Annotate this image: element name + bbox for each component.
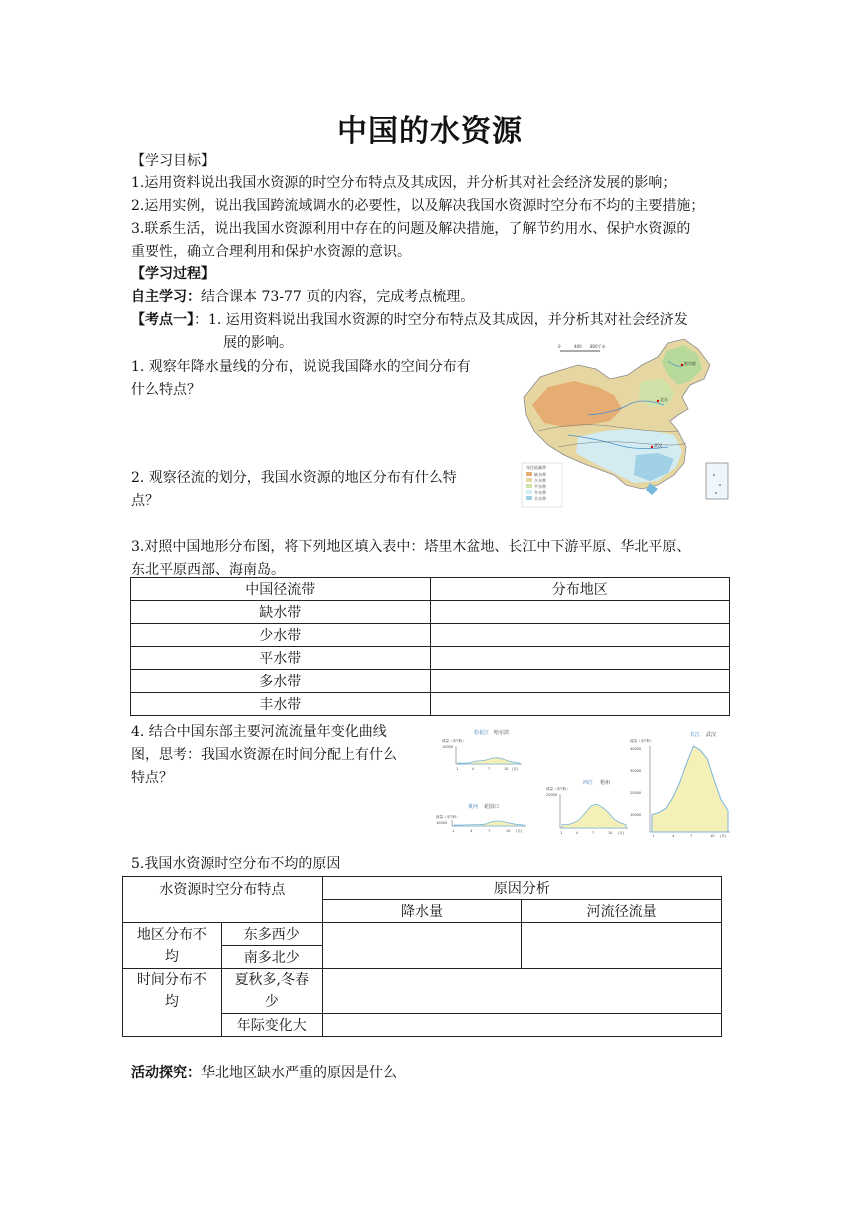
songhua-tick-month: (月) (512, 767, 519, 771)
songhua-station: 哈尔滨 (494, 730, 510, 736)
question-4-cont2: 特点？ (131, 770, 173, 786)
self-study-text: 结合课本 73-77 页的内容，完成考点梳理。 (201, 289, 475, 305)
huanghe-river: 黄河 (468, 804, 479, 810)
huanghe-tick-10: 10 (506, 829, 511, 833)
changjiang-river: 长江 (690, 732, 701, 738)
activity (131, 1062, 731, 1084)
self-study-label: 自主学习： (131, 289, 201, 305)
table2-season-line1: 夏秋多,冬春 (234, 972, 310, 988)
runoff-zone-table (130, 577, 730, 716)
changjiang-tick-1: 1 (652, 834, 655, 838)
songhua-tick-7: 7 (488, 767, 491, 771)
xijiang-station: 梧州 (600, 780, 611, 786)
table2-answer-runoff-region[interactable] (522, 923, 722, 969)
table2-header-rain: 降水量 (322, 900, 522, 923)
self-study (131, 286, 731, 308)
map-scale-1: 400 (574, 344, 582, 349)
map-legend-4: 丰水带 (534, 496, 546, 501)
table2-answer-rain-region[interactable] (322, 923, 522, 969)
page-title: 中国的水资源 (337, 114, 523, 149)
map-legend-1: 少水带 (534, 478, 546, 483)
huanghe-ylabel: 流量（米³/秒） (436, 815, 460, 819)
table2-time-line2: 均 (164, 994, 179, 1010)
question-1-cont: 什么特点？ (131, 382, 201, 398)
table2-header-feature: 水资源时空分布特点 (123, 877, 323, 923)
question-2: 2. 观察径流的划分，我国水资源的地区分布有什么特 (131, 470, 457, 486)
activity-text: 华北地区缺水严重的原因是什么 (201, 1065, 397, 1081)
changjiang-y-40000: 40000 (630, 747, 642, 751)
activity-label: 活动探究： (131, 1065, 201, 1081)
table2-season-line2: 少 (264, 994, 279, 1010)
map-scale-2: 800千米 (590, 344, 606, 349)
map-legend-2: 平水带 (534, 484, 546, 489)
table1-row-4: 丰水带 (131, 693, 431, 716)
table2-yearly: 年际变化大 (221, 1014, 322, 1037)
table1-answer-cell[interactable] (430, 624, 730, 647)
process-heading: 【学习过程】 (131, 266, 215, 282)
table1-row-2: 平水带 (131, 647, 431, 670)
songhua-flow-area (458, 758, 520, 764)
question-4-cont: 图，思考：我国水资源在时间分配上有什么 (131, 747, 397, 763)
point1 (131, 309, 731, 331)
changjiang-tick-7: 7 (690, 834, 693, 838)
xijiang-tick-1: 1 (560, 831, 563, 835)
table1-header-zone: 中国径流带 (131, 578, 431, 601)
map-city-harbin: 哈尔滨 (684, 361, 696, 366)
table1-header-area: 分布地区 (430, 578, 730, 601)
map-legend-0: 缺水带 (534, 472, 546, 477)
chart-xijiang (546, 779, 628, 835)
changjiang-flow-area (652, 746, 728, 832)
changjiang-tick-month: (月) (720, 834, 727, 838)
table2-region-cell (123, 923, 222, 969)
table2-region-line2: 均 (164, 948, 179, 965)
goal-2: 2.运用实例，说出我国跨流域调水的必要性，以及解决我国水资源时空分布不均的主要措施； (131, 198, 705, 214)
chart-songhua (442, 729, 522, 771)
songhua-tick-10: 10 (504, 767, 509, 771)
question-3-cont: 东北平原西部、海南岛。 (131, 562, 285, 578)
goal-3-cont: 重要性，确立合理利用和保护水资源的意识。 (131, 244, 411, 260)
table1-row-1: 少水带 (131, 624, 431, 647)
question-1: 1. 观察年降水量线的分布，说说我国降水的空间分布有 (131, 359, 471, 375)
huanghe-tick-4: 4 (470, 829, 473, 833)
goals-heading: 【学习目标】 (131, 153, 215, 169)
table1-answer-cell[interactable] (430, 693, 730, 716)
map-legend-title: 年径流量带 (526, 465, 546, 470)
huanghe-flow-area (454, 821, 524, 826)
question-5: 5.我国水资源时空分布不均的原因 (131, 856, 341, 872)
table1-row-0: 缺水带 (131, 601, 431, 624)
huanghe-tick-7: 7 (488, 829, 491, 833)
table2-time-line1: 时间分布不 (136, 972, 207, 988)
changjiang-station: 武汉 (706, 732, 717, 738)
cause-analysis-table (122, 876, 722, 1037)
river-flow-charts (428, 720, 732, 838)
xijiang-tick-4: 4 (576, 831, 579, 835)
table2-region-line1: 地区分布不 (136, 926, 207, 943)
question-3: 3.对照中国地形分布图，将下列地区填入表中：塔里木盆地、长江中下游平原、华北平原、 (131, 539, 691, 555)
huanghe-ymax: 10000 (436, 821, 448, 825)
changjiang-y-10000: 10000 (630, 813, 642, 817)
xijiang-tick-7: 7 (592, 831, 595, 835)
changjiang-y-20000: 20000 (630, 791, 642, 795)
point1-text: ：1. 运用资料说出我国水资源的时空分布特点及其成因，并分析其对社会经济发 (194, 312, 688, 328)
table2-header-reason: 原因分析 (322, 877, 721, 900)
table2-time-cell (123, 969, 222, 1037)
songhua-ymax: 10000 (442, 745, 454, 749)
songhua-ylabel: 流量（米³/秒） (442, 739, 466, 743)
table2-ns: 南多北少 (221, 946, 322, 969)
table2-season-cell (221, 969, 322, 1014)
changjiang-tick-10: 10 (710, 834, 715, 838)
table1-row-3: 多水带 (131, 670, 431, 693)
table1-answer-cell[interactable] (430, 647, 730, 670)
table2-ew: 东多西少 (221, 923, 322, 946)
question-2-cont: 点？ (131, 493, 159, 509)
chart-changjiang (630, 731, 730, 838)
goal-1: 1.运用资料说出我国水资源的时空分布特点及其成因，并分析其对社会经济发展的影响； (131, 175, 677, 191)
xijiang-tick-10: 10 (608, 831, 613, 835)
runoff-map (518, 335, 732, 511)
songhua-tick-1: 1 (456, 767, 459, 771)
chart-huanghe (436, 803, 526, 833)
xijiang-flow-area (562, 804, 626, 828)
huanghe-tick-1: 1 (452, 829, 455, 833)
question-4: 4. 结合中国东部主要河流流量年变化曲线 (131, 724, 387, 740)
changjiang-ylabel: 流量（米³/秒） (630, 739, 654, 743)
changjiang-y-30000: 30000 (630, 769, 642, 773)
songhua-tick-4: 4 (472, 767, 475, 771)
xijiang-ymax: 20000 (546, 793, 558, 797)
table1-answer-cell[interactable] (430, 601, 730, 624)
map-city-beijing: 北京 (660, 397, 668, 402)
xijiang-river: 西江 (583, 780, 594, 786)
table2-answer-season[interactable] (322, 969, 721, 1014)
huanghe-station: 花园口 (484, 804, 500, 810)
xijiang-tick-month: (月) (618, 831, 625, 835)
table2-answer-yearly[interactable] (322, 1014, 721, 1037)
huanghe-tick-month: (月) (516, 829, 523, 833)
table2-header-runoff: 河流径流量 (522, 900, 722, 923)
goal-3: 3.联系生活，说出我国水资源利用中存在的问题及解决措施，了解节约用水、保护水资源的 (131, 221, 691, 237)
changjiang-tick-4: 4 (672, 834, 675, 838)
xijiang-ylabel: 流量（米³/秒） (546, 787, 570, 791)
map-scale-0: 0 (558, 344, 561, 349)
table1-answer-cell[interactable] (430, 670, 730, 693)
map-legend-3: 多水带 (534, 490, 546, 495)
map-city-wuhan: 武汉 (654, 443, 662, 448)
point1-label: 【考点一】 (131, 312, 194, 328)
songhua-river: 松花江 (474, 730, 490, 736)
point1-text-cont: 展的影响。 (223, 335, 293, 351)
